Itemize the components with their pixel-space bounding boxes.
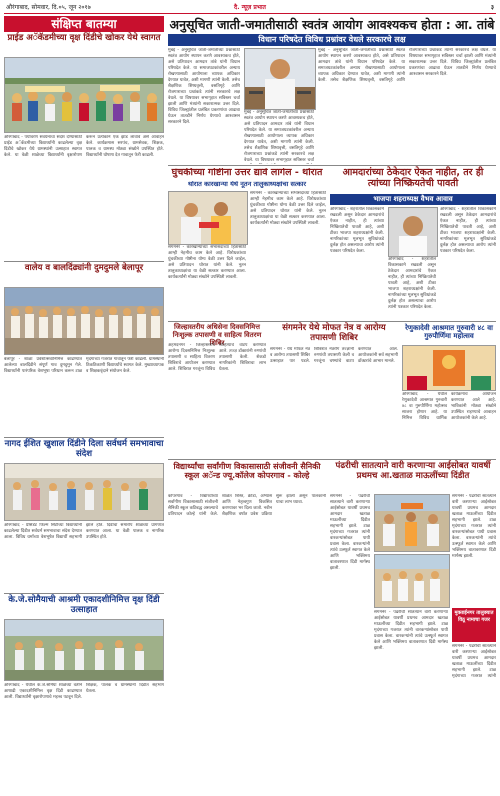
mla-strip: भाजपा शहराध्यक्ष वैभव आवाव	[330, 194, 496, 205]
mla-body-b: औरंगाबाद - शहरातील विकासकामे रखडली असून ठेकेदार आमदारांचे ऐकत नाहीत, ही त्यांच्या निष्क्रियतेची पावती आहे, अशी टीका भाजपा शहराध्यक्षांनी केली. नागरिकांच्या मूलभूत सुविधांकडे दुर्लक्ष होत असल्याचा आरोप त्यांनी पत्रकार परिषदेत केला.	[388, 257, 436, 310]
lead-subheadline: विधान परिषदेत विविध प्रश्नांवर वेधले सरकारचे लक्ष	[168, 34, 496, 46]
guru-story	[402, 324, 496, 458]
mla-body-c: औरंगाबाद - शहरातील विकासकामे रखडली असून ठेकेदार आमदारांचे ऐकत नाहीत, ही त्यांच्या निष्क्रियतेची पावती आहे, अशी टीका भाजपा शहराध्यक्षांनी केली. नागरिकांच्या मूलभूत सुविधांकडे दुर्लक्ष होत असल्याचा आरोप त्यांनी पत्रकार परिषदेत केला.	[440, 207, 496, 254]
wari-photo	[374, 494, 450, 552]
mla-body-a: औरंगाबाद - शहरातील विकासकामे रखडली असून ठेकेदार आमदारांचे ऐकत नाहीत, ही त्यांच्या निष्क्रियतेची पावती आहे, अशी टीका भाजपा शहराध्यक्षांनी केली. नागरिकांच्या मूलभूत सुविधांकडे दुर्लक्ष होत असल्याचा आरोप त्यांनी पत्रकार परिषदेत केला.	[330, 207, 384, 254]
lower-band	[168, 324, 496, 458]
story-1-body: औरंगाबाद - पर्यावरण संवर्धनाचा संदेश देण्यासाठी प्राईड अॅकॅडमीच्या विद्यार्थ्यांनी काढलेल्या वृक्ष दिंडीचे खोकर येथे ग्रामस्थांनी उत्साहात स्वागत केले. या वेळी शाळेच्या विद्यार्थ्यांनी वृक्षारोपण करून प्रत्येकाने एक झाड लावावे असे आवाहन केले. कार्यक्रमास सरपंच, ग्रामसेवक, शिक्षक, पालक व ग्रामस्थ मोठ्या संख्येने उपस्थित होते. विद्यार्थ्यांनी घोषणा देत गावातून फेरी काढली.	[4, 135, 164, 158]
wari-headline: पंढरीची सातत्याने वारी करणाऱ्या आईसोबत यावर्षी प्रथमच आ.खताळ माऊलींच्या दिंडीत	[335, 461, 491, 481]
lead-headline: अनुसूचित जाती-जमातीसाठी स्वतंत्र आयोग आवश्यकच होता : आ. तांबे	[169, 17, 495, 32]
story-2-body: बेलापूर - शाळा प्रवेशोत्सवानिमित्त काढण्यात आलेल्या बालदिंडीने संपूर्ण गाव दुमदुमून गेले. विद्यार्थ्यांनी पारंपरिक वेशभूषा परिधान करून टाळ मृदंगाच्या गजरात गावातून फेरी काढली. ग्रामस्थांनी ठिकठिकाणी विद्यार्थ्यांचे स्वागत केले. मुख्याध्यापक व शिक्षकवृंदाने संयोजन केले.	[4, 357, 164, 374]
story-3-headline: नागद ईशित खुशाल दिंडीने दिला सर्वधर्म समभावाचा संदेश	[4, 439, 164, 459]
lead-story	[168, 48, 496, 164]
masthead	[4, 2, 496, 14]
divider	[168, 321, 496, 322]
camp-story	[168, 324, 266, 458]
wari-body-c: संगमनेर - पंढरीची सातत्याने वारी करणाऱ्या आईसोबत यावर्षी प्रथमच आमदार खताळ माऊलींच्या दिंडीत सहभागी झाले. टाळ मृदंगाच्या गजरात त्यांनी वारकऱ्यांसोबत पायी प्रवास केला. वारकऱ्यांनी त्यांचे उत्स्फूर्त स्वागत केले आणि भक्तिमय वातावरणात दिंडी मार्गस्थ झाली.	[452, 494, 496, 559]
thorat-headline: घुंचकीच्या गोष्टीना उत्तर द्यावे लागेल - थोरात	[171, 168, 323, 178]
eye-camp-body: संगमनेर - येथे मोफत नेत्र व आरोग्य तपासणी शिबिर उत्साहात पार पडले. शिबिरात नेत्ररोग तज्ज्ञांनी रुग्णांची तपासणी केली व गरजूंना चष्म्यांचे वाटप करण्यात आले. आयोजकांनी सर्व सहभागी डॉक्टरांचे आभार मानले.	[270, 347, 398, 364]
sanjivani-story	[168, 462, 326, 678]
page-number: ३	[490, 4, 494, 11]
lead-body-a: मुंबई - अनुसूचित जाती-जमातींच्या प्रश्नांसाठी स्वतंत्र आयोग स्थापन करणे आवश्यकच होते, असे प्रतिपादन आमदार तांबे यांनी विधान परिषदेत केले. या समाजघटकांवरील अन्याय रोखण्यासाठी आयोगाला व्यापक अधिकार देण्यात यावेत, अशी मागणी त्यांनी केली. तसेच शैक्षणिक शिष्यवृत्ती, वसतिगृहे आणि रोजगाराच्या प्रश्नांकडे त्यांनी सरकारचे लक्ष वेधले. या विषयावर सभागृहात सविस्तर चर्चा झाली आणि मंत्र्यांनी सकारात्मक उत्तर दिले. विविध जिल्ह्यांतील प्रलंबित प्रकरणांचा आढावा घेऊन तातडीने निर्णय घेण्याचे आश्वासन सरकारने दिले.	[168, 48, 240, 125]
right-area	[168, 16, 496, 794]
divider	[4, 261, 164, 262]
eye-camp-headline: संगमनेर येथे मोफत नेत्र व आरोग्य तपासणी शिबिर	[282, 323, 386, 343]
bottom-band	[168, 462, 496, 678]
guru-body: औरंगाबाद - येथील रेणुकादेवी आश्रमात गुरुवारी ४८ वा गुरुपौर्णिमा महोत्सव साजरा होणार आहे. या निमित्त विविध धार्मिक कार्यक्रमांचे आयोजन करण्यात आले आहे. भाविकांनी मोठ्या संख्येने उपस्थित राहण्याचे आवाहन आयोजकांनी केले आहे.	[402, 392, 496, 421]
eye-camp-story	[270, 324, 398, 458]
story-4-headline: के.जे.सोमैयाची आश्रमी एकादशीनिमित्त वृक्ष दिंडी उत्साहात	[8, 595, 160, 615]
camp-headline: जिल्हास्तरीय अधिसेना दिवसनिमित्त निःशुल्क तपासणी व साहित्य वितरण शिबिर	[172, 323, 262, 347]
thorat-body-b: संगमनेर - कारखान्याच्या सभासदांच्या हितासाठी आम्ही नेहमीच काम केले आहे. विरोधकांच्या घुंचकीच्या गोष्टीना योग्य वेळी उत्तर दिले जाईल, असे प्रतिपादन थोरात यांनी केले. नूतन तालुकाध्यक्षांचा या वेळी सत्कार करण्यात आला. कार्यकर्त्यांनी मोठ्या संख्येने उपस्थिती लावली.	[250, 191, 326, 226]
lead-body-c: मुंबई - अनुसूचित जाती-जमातींच्या प्रश्नांसाठी स्वतंत्र आयोग स्थापन करणे आवश्यकच होते, असे प्रतिपादन आमदार तांबे यांनी विधान परिषदेत केले. या समाजघटकांवरील अन्याय रोखण्यासाठी आयोगाला व्यापक अधिकार देण्यात यावेत, अशी मागणी त्यांनी केली. तसेच शैक्षणिक शिष्यवृत्ती, वसतिगृहे आणि रोजगाराच्या प्रश्नांकडे त्यांनी सरकारचे लक्ष वेधले. या विषयावर सभागृहात सविस्तर चर्चा झाली आणि मंत्र्यांनी सकारात्मक उत्तर दिले. विविध जिल्ह्यांतील प्रलंबित प्रकरणांचा आढावा घेऊन तातडीने निर्णय घेण्याचे आश्वासन सरकारने दिले.	[318, 48, 496, 83]
divider	[4, 593, 164, 594]
divider	[168, 459, 496, 460]
camp-body: अहमदनगर - जिल्हास्तरीय आरोग्य दिवसनिमित्त निःशुल्क तपासणी व साहित्य वितरण शिबिराचे आयोजन करण्यात आले. शिबिरात गरजूंना विविध साहित्याचे वाटप करण्यात आले. तज्ज्ञ डॉक्टरांनी रुग्णांची तपासणी केली. शेकडो नागरिकांनी शिबिराचा लाभ घेतला.	[168, 343, 266, 372]
lead-photo	[244, 48, 316, 110]
edition-date: औरंगाबाद, सोमवार, दि.०५, जून २०१७	[6, 4, 91, 11]
thorat-subheadline: थोरात कारखान्या येथे नूतन तालुकाध्यक्षांचा सत्कार	[187, 181, 307, 188]
story-1-photo	[4, 57, 164, 133]
story-2-photo	[4, 287, 164, 355]
divider	[4, 437, 164, 438]
wari-body-b: संगमनेर - पंढरीची सातत्याने वारी करणाऱ्या आईसोबत यावर्षी प्रथमच आमदार खताळ माऊलींच्या दिंडीत सहभागी झाले. टाळ मृदंगाच्या गजरात त्यांनी वारकऱ्यांसोबत पायी प्रवास केला. वारकऱ्यांनी त्यांचे उत्स्फूर्त स्वागत केले आणि भक्तिमय वातावरणात दिंडी मार्गस्थ झाली.	[374, 610, 448, 651]
sanjivani-headline: विद्यार्थ्यांचा सर्वांगीण विकासासाठी संजीवनी सैनिकी स्कूल अॅन्ड ज्यू.कॉलेज कोपरगाव - कोल्हे	[173, 462, 321, 481]
mla-story	[330, 168, 496, 320]
wari-body-a: संगमनेर - पंढरीची सातत्याने वारी करणाऱ्या आईसोबत यावर्षी प्रथमच आमदार खताळ माऊलींच्या दिंडीत सहभागी झाले. टाळ मृदंगाच्या गजरात त्यांनी वारकऱ्यांसोबत पायी प्रवास केला. वारकऱ्यांनी त्यांचे उत्स्फूर्त स्वागत केले आणि भक्तिमय वातावरणात दिंडी मार्गस्थ झाली.	[330, 494, 370, 571]
sanjivani-body: कोपरगाव - विद्यार्थ्यांच्या सर्वांगीण विकासासाठी संजीवनी सैनिकी स्कूल कटिबद्ध असल्याचे प्रतिपादन कोल्हे यांनी केले. शाळेत शिस्त, क्रीडा, अभ्यास आणि नेतृत्वगुण विकसित करण्यावर भर दिला जातो. नवीन शैक्षणिक वर्षात प्रवेश प्रक्रिया सुरू झाली असून पालकांनी याचा लाभ घ्यावा.	[168, 494, 326, 517]
thorat-body-a: संगमनेर - कारखान्याच्या सभासदांच्या हितासाठी आम्ही नेहमीच काम केले आहे. विरोधकांच्या घुंचकीच्या गोष्टीना योग्य वेळी उत्तर दिले जाईल, असे प्रतिपादन थोरात यांनी केले. नूतन तालुकाध्यक्षांचा या वेळी सत्कार करण्यात आला. कार्यकर्त्यांनी मोठ्या संख्येने उपस्थिती लावली.	[168, 245, 246, 280]
lead-body-b: मुंबई - अनुसूचित जाती-जमातींच्या प्रश्नांसाठी स्वतंत्र आयोग स्थापन करणे आवश्यकच होते, असे प्रतिपादन आमदार तांबे यांनी विधान परिषदेत केले. या समाजघटकांवरील अन्याय रोखण्यासाठी आयोगाला व्यापक अधिकार देण्यात यावेत, अशी मागणी त्यांनी केली. तसेच शैक्षणिक शिष्यवृत्ती, वसतिगृहे आणि रोजगाराच्या प्रश्नांकडे त्यांनी सरकारचे लक्ष वेधले. या विषयावर सभागृहात सविस्तर चर्चा	[244, 110, 314, 163]
middle-band	[168, 168, 496, 320]
story-4-body: औरंगाबाद - येथील के.जे.सोमैया शाळेच्या वतीने आषाढी एकादशीनिमित्त वृक्ष दिंडी काढण्यात आली. विद्यार्थ्यांनी वृक्षारोपणाचे महत्त्व पटवून दिले. शिक्षक, पालक व ग्रामस्थांनी दिंडीत सहभाग घेतला.	[4, 683, 164, 700]
mla-photo	[388, 207, 438, 257]
paper-name: दै. न्यूज़ प्रभात	[234, 4, 266, 11]
left-column	[4, 16, 164, 794]
wari-photo-2	[374, 554, 450, 608]
thorat-photo	[168, 191, 248, 245]
section-banner: संक्षिप्त बातम्या	[4, 16, 164, 32]
wari-body-d: संगमनेर - पंढरीची सातत्याने वारी करणाऱ्या आईसोबत यावर्षी प्रथमच आमदार खताळ माऊलींच्या दिंडीत सहभागी झाले. टाळ मृदंगाच्या गजरात त्यांनी	[452, 644, 496, 678]
story-4-photo	[4, 619, 164, 681]
guru-headline: रेणुकादेवी आश्रमात गुरुवारी ४८ वा गुरुपौर्णिमा महोत्सव	[405, 324, 493, 341]
story-3-body: औरंगाबाद - प्रेसिडेंट फिल्म सिटीच्या विद्यार्थ्यांनी काढलेल्या दिंडीत सर्वधर्म समभावाचा संदेश देण्यात आला. विविध धर्मांच्या वेशभूषेत विद्यार्थी सहभागी झाले होते. दिंडीचा समारोप शाळेच्या प्रांगणात करण्यात आला. या वेळी पालक व नागरिक उपस्थित होते.	[4, 523, 164, 540]
wari-story	[330, 462, 496, 678]
wari-callout: मुक्ताईनगर तालुक्यात विठू नामाचा गजर	[452, 608, 496, 642]
divider	[168, 165, 496, 166]
guru-photo	[402, 345, 496, 391]
story-2-headline: वालेय व बालदिंढ्यांनी दुमदुमले बेलापूर	[24, 263, 144, 273]
story-1-headline: प्राईड अॅकॅडमीच्या वृक्ष दिंडीचे खोकर येथे स्वागत	[7, 33, 161, 43]
thorat-story	[168, 168, 326, 320]
story-3-photo	[4, 463, 164, 521]
mla-headline: आमदारांच्या ठेकेदार ऐकत नाहीत, तर ही त्यांच्या निष्क्रियतेची पावती	[342, 167, 484, 189]
